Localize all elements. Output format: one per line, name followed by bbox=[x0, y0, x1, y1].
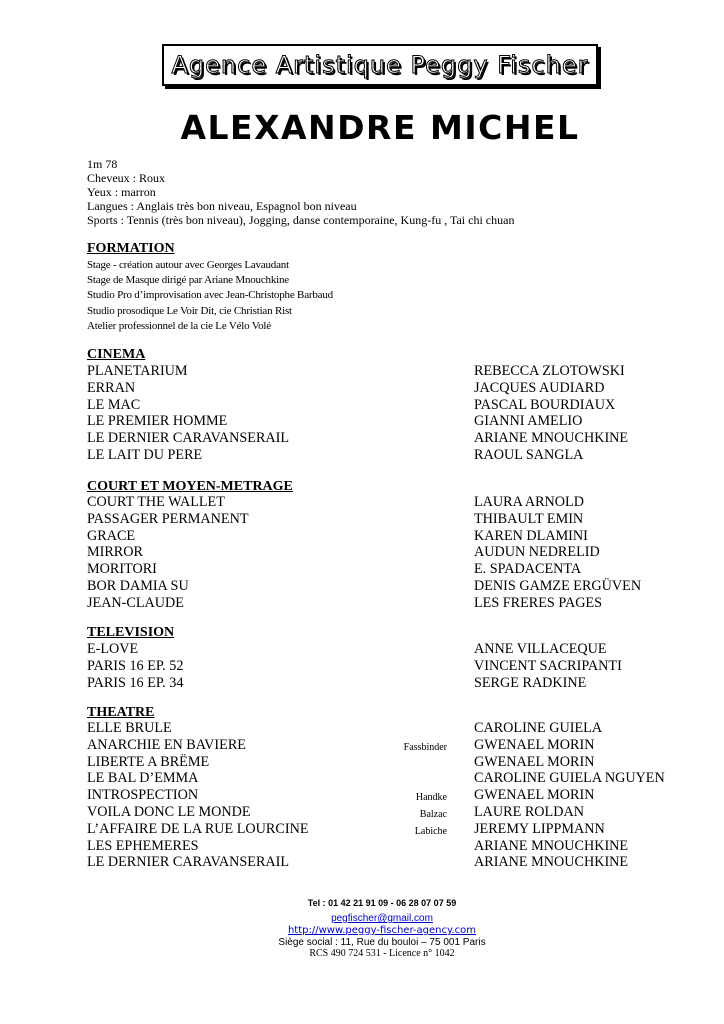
credit-director: GWENAEL MORIN bbox=[474, 787, 595, 804]
credit-row bbox=[87, 787, 687, 804]
credit-row bbox=[87, 754, 687, 771]
formation-item: Stage - création autour avec Georges Lavaudant bbox=[87, 259, 289, 271]
footer-website-link[interactable]: http://www.peggy-fischer-agency.com bbox=[287, 925, 477, 936]
credit-author: Handke bbox=[415, 792, 447, 804]
credit-row bbox=[87, 854, 687, 871]
credit-director: E. SPADACENTA bbox=[474, 561, 582, 578]
footer-phone: Tel : 01 42 21 91 09 - 06 28 07 07 59 bbox=[307, 898, 457, 908]
credit-title: LES EPHEMERES bbox=[87, 837, 199, 854]
credit-row bbox=[87, 544, 687, 561]
credit-title: INTROSPECTION bbox=[87, 787, 199, 804]
credit-row bbox=[87, 363, 687, 380]
credit-director: REBECCA ZLOTOWSKI bbox=[474, 363, 625, 379]
credit-title: COURT THE WALLET bbox=[87, 494, 225, 510]
credit-author: Fassbinder bbox=[403, 741, 447, 753]
credit-row bbox=[87, 561, 687, 578]
credit-director: PASCAL BOURDIAUX bbox=[474, 396, 616, 413]
credit-author: Balzac bbox=[419, 809, 447, 820]
credit-row bbox=[87, 494, 687, 511]
footer-rcs: RCS 490 724 531 - Licence n° 1042 bbox=[309, 948, 455, 959]
credit-director: GWENAEL MORIN bbox=[474, 753, 595, 770]
credit-title: ERRAN bbox=[87, 379, 136, 396]
agency-header bbox=[162, 44, 598, 86]
credit-title: LE DERNIER CARAVANSERAIL bbox=[87, 430, 290, 447]
credit-row bbox=[87, 413, 687, 430]
credit-row bbox=[87, 737, 687, 754]
credit-director: GWENAEL MORIN bbox=[474, 736, 595, 753]
credit-director: VINCENT SACRIPANTI bbox=[474, 657, 622, 674]
credit-row bbox=[87, 838, 687, 855]
credit-title: LE PREMIER HOMME bbox=[87, 413, 228, 430]
formation-item: Atelier professionnel de la cie Le Vélo Volé bbox=[87, 319, 271, 332]
credit-title: GRACE bbox=[87, 527, 136, 544]
eyes-text: Yeux : marron bbox=[87, 185, 156, 199]
formation-item: Studio prosodique Le Voir Dit, cie Christian Rist bbox=[87, 304, 292, 317]
credit-title: VOILA DONC LE MONDE bbox=[87, 804, 251, 820]
credit-row bbox=[87, 595, 687, 612]
agency-name: Agence Artistique Peggy Fischer bbox=[171, 51, 589, 79]
credit-row bbox=[87, 770, 687, 787]
credit-director: KAREN DLAMINI bbox=[474, 527, 588, 544]
credit-title: PASSAGER PERMANENT bbox=[87, 510, 249, 527]
credit-row bbox=[87, 675, 687, 692]
credit-row bbox=[87, 804, 687, 821]
credit-title: PLANETARIUM bbox=[87, 363, 188, 379]
formation-item: Studio Pro d’improvisation avec Jean-Christophe Barbaud bbox=[87, 289, 333, 302]
languages-text: Langues : Anglais très bon niveau, Espagnol bon niveau bbox=[87, 199, 357, 213]
actor-info bbox=[87, 157, 514, 227]
credit-row bbox=[87, 380, 687, 397]
credit-row bbox=[87, 511, 687, 528]
credit-director: AUDUN NEDRELID bbox=[474, 544, 600, 561]
credit-title: JEAN-CLAUDE bbox=[87, 594, 184, 611]
credit-title: LE MAC bbox=[87, 396, 141, 413]
credit-row bbox=[87, 641, 687, 658]
credit-director: LAURA ARNOLD bbox=[474, 494, 584, 510]
court-heading: COURT ET MOYEN-METRAGE bbox=[87, 479, 293, 494]
credit-row bbox=[87, 528, 687, 545]
credit-title: LE BAL D’EMMA bbox=[87, 770, 199, 787]
credit-title: L’AFFAIRE DE LA RUE LOURCINE bbox=[87, 820, 309, 837]
credit-director: LES FRERES PAGES bbox=[474, 594, 602, 611]
credit-director: RAOUL SANGLA bbox=[474, 447, 584, 463]
footer-email-link[interactable]: pegfischer@gmail.com bbox=[331, 913, 433, 924]
credit-director: ARIANE MNOUCHKINE bbox=[474, 854, 629, 871]
credit-director: CAROLINE GUIELA NGUYEN bbox=[474, 770, 665, 787]
credit-row bbox=[87, 821, 687, 838]
credit-row bbox=[87, 658, 687, 675]
credit-title: MIRROR bbox=[87, 544, 143, 561]
credit-director: LAURE ROLDAN bbox=[474, 804, 584, 820]
credit-title: LE LAIT DU PERE bbox=[87, 447, 203, 463]
credit-title: PARIS 16 EP. 52 bbox=[87, 657, 184, 674]
credit-director: JACQUES AUDIARD bbox=[474, 379, 605, 396]
credit-director: SERGE RADKINE bbox=[474, 674, 587, 691]
hair-text: Cheveux : Roux bbox=[87, 171, 165, 185]
actor-name: ALEXANDRE MICHEL bbox=[180, 108, 580, 147]
credit-director: GIANNI AMELIO bbox=[474, 413, 583, 430]
theatre-heading: THEATRE bbox=[87, 705, 155, 720]
credit-title: MORITORI bbox=[87, 561, 157, 578]
formation-heading: FORMATION bbox=[87, 241, 175, 256]
credit-title: LE DERNIER CARAVANSERAIL bbox=[87, 854, 290, 871]
credit-author: Labiche bbox=[414, 825, 447, 837]
formation-list bbox=[87, 258, 333, 334]
credit-title: PARIS 16 EP. 34 bbox=[87, 674, 184, 691]
credit-director: ARIANE MNOUCHKINE bbox=[474, 430, 629, 447]
credit-row bbox=[87, 578, 687, 595]
credit-title: E-LOVE bbox=[87, 641, 139, 657]
formation-item: Stage de Masque dirigé par Ariane Mnouchkine bbox=[87, 274, 289, 287]
cinema-heading: CINEMA bbox=[87, 347, 146, 362]
credit-title: LIBERTE A BRËME bbox=[87, 753, 210, 770]
credit-director: THIBAULT EMIN bbox=[474, 510, 584, 527]
height-text: 1m 78 bbox=[87, 157, 118, 171]
credit-title: ELLE BRULE bbox=[87, 720, 172, 736]
footer-address: Siège social : 11, Rue du bouloi – 75 001 Paris bbox=[278, 937, 486, 948]
credit-director: CAROLINE GUIELA bbox=[474, 720, 603, 736]
credit-row bbox=[87, 447, 687, 464]
credit-director: DENIS GAMZE ERGÜVEN bbox=[474, 578, 642, 594]
credit-title: BOR DAMIA SU bbox=[87, 578, 189, 594]
credit-row bbox=[87, 720, 687, 737]
credit-director: JEREMY LIPPMANN bbox=[474, 820, 605, 837]
credit-row bbox=[87, 430, 687, 447]
credit-row bbox=[87, 397, 687, 414]
television-heading: TELEVISION bbox=[87, 625, 175, 640]
credit-title: ANARCHIE EN BAVIERE bbox=[87, 736, 246, 753]
credit-director: ANNE VILLACEQUE bbox=[474, 641, 607, 657]
credit-director: ARIANE MNOUCHKINE bbox=[474, 837, 629, 854]
sports-text: Sports : Tennis (très bon niveau), Jogging, danse contemporaine, Kung-fu , Tai chi chuan bbox=[87, 213, 515, 227]
